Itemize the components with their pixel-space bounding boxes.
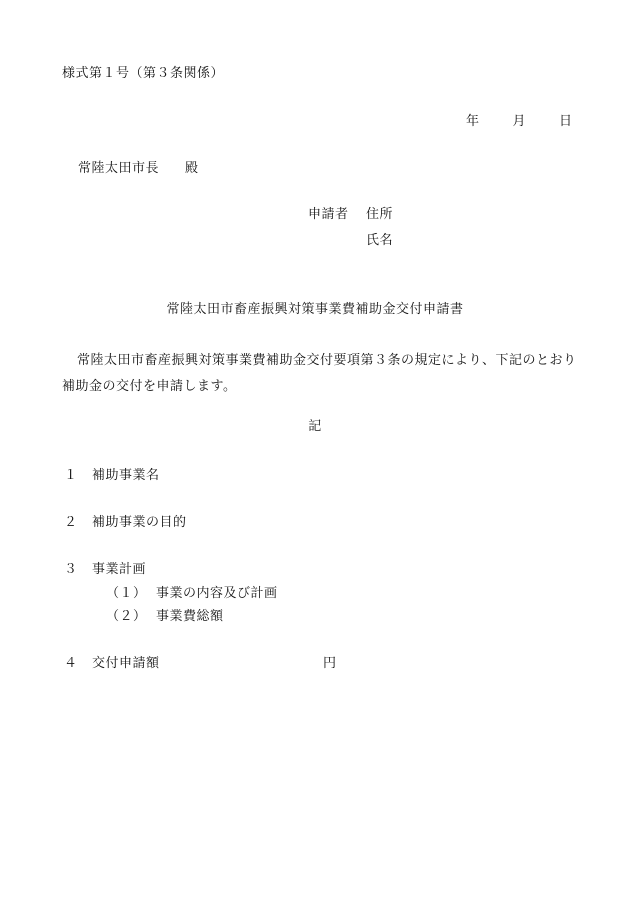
item-1-number: １ [64, 468, 78, 483]
item-3-sub-1 [106, 587, 278, 600]
item-4 [64, 657, 160, 670]
item-2-number: ２ [64, 515, 78, 530]
date-row [466, 115, 573, 128]
applicant-label: 申請者 [308, 207, 349, 222]
item-1 [64, 469, 160, 482]
item-3-label: 事業計画 [92, 562, 147, 577]
form-number: 様式第１号（第３条関係） [62, 66, 225, 81]
item-3-number: ３ [64, 562, 78, 577]
addressee [78, 162, 199, 175]
item-4-unit: 円 [323, 656, 337, 671]
item-3-sub-2-number: （２） [106, 609, 147, 624]
item-3-sub-2 [106, 610, 224, 623]
document-title: 常陸太田市畜産振興対策事業費補助金交付申請書 [166, 302, 464, 317]
date-month: 月 [512, 114, 527, 129]
item-1-label: 補助事業名 [92, 468, 160, 483]
addressee-honorific: 殿 [185, 161, 199, 176]
item-3-sub-1-number: （１） [106, 586, 147, 601]
item-2-label: 補助事業の目的 [92, 515, 187, 530]
applicant-address-label: 住所 [366, 207, 394, 222]
applicant-name-label: 氏名 [366, 233, 394, 248]
item-4-number: ４ [64, 656, 78, 671]
body-text: 常陸太田市畜産振興対策事業費補助金交付要項第３条の規定により、下記のとおり補助金の交付を申請します。 [62, 353, 577, 394]
item-3 [64, 563, 146, 576]
addressee-name: 常陸太田市長 [78, 161, 160, 176]
date-year: 年 [466, 114, 480, 129]
ki-heading: 記 [308, 419, 322, 434]
item-2 [64, 516, 187, 529]
item-3-sub-1-label: 事業の内容及び計画 [156, 586, 278, 601]
date-day: 日 [559, 114, 573, 129]
item-4-label: 交付申請額 [92, 656, 160, 671]
item-3-sub-2-label: 事業費総額 [156, 609, 224, 624]
